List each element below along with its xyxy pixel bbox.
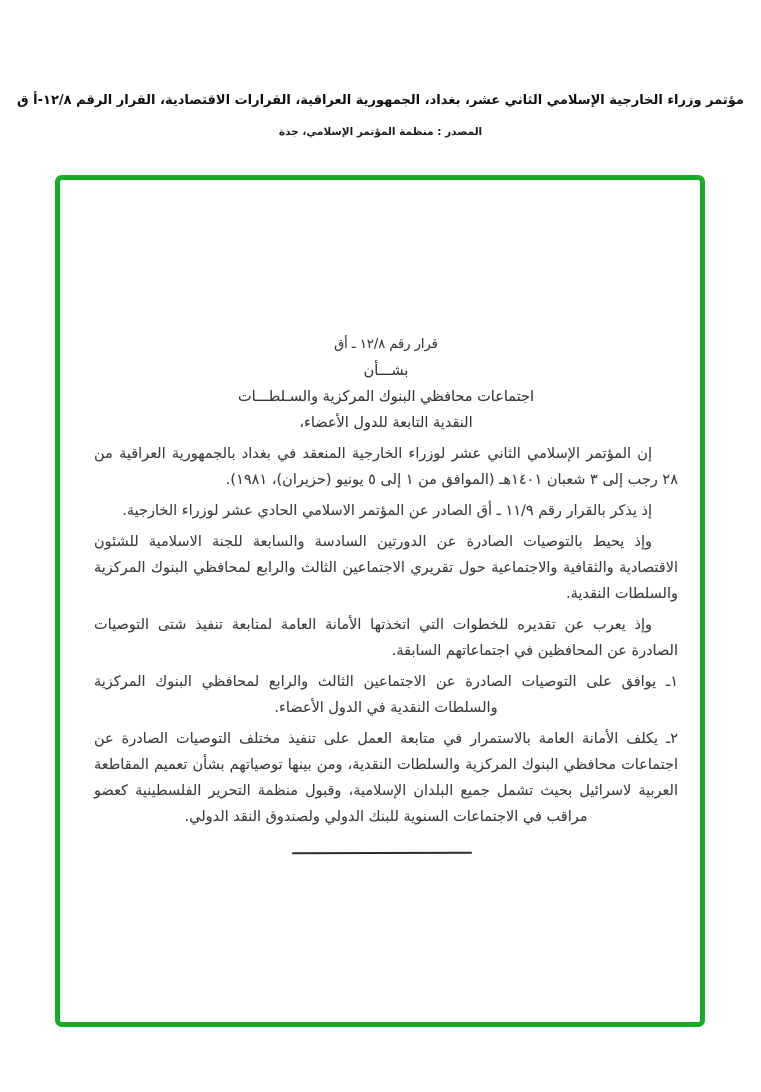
operative-item-2 xyxy=(94,726,678,830)
resolution-regarding-line: بشـــأن xyxy=(363,363,409,379)
resolution-title-block xyxy=(94,332,678,436)
item-text: يكلف الأمانة العامة بالاستمرار في متابعة العمل على تنفيذ مختلف التوصيات الصادرة عن اجتماعات محافظي البنوك المركزية والسلطات النقدية، ومن بينها توصياتهم بشأن تعميم المقاطعة العربية لاسرائيل بحيث تشمل جميع البلدان الإسلامية، وقبول منظمة التحرير الفلسطينية كعضو مراقب في الاجتماعات السنوية للبنك الدولي ولصندوق النقد الدولي. xyxy=(94,731,678,825)
preamble-paragraph-3: وإذ يحيط بالتوصيات الصادرة عن الدورتين السادسة والسابعة للجنة الاسلامية للشئون الاقتصادية والثقافية والاجتماعية حول تقريري الاجتماعين الثالث والرابع لمحافظي البنوك المركزية والسلطات النقدية. xyxy=(94,534,678,602)
source-line: المصدر : منظمة المؤتمر الإسلامي، جدة xyxy=(278,126,483,138)
preamble-paragraph-4: وإذ يعرب عن تقديره للخطوات التي اتخذتها الأمانة العامة لمتابعة تنفيذ شتى التوصيات الصادرة عن المحافظين في اجتماعاتهم السابقة. xyxy=(94,617,678,659)
item-number: ٢ـ xyxy=(665,731,678,747)
preamble-paragraph-1: إن المؤتمر الإسلامي الثاني عشر لوزراء الخارجية المنعقد في بغداد بالجمهورية العراقية من ٢٨ رجب إلى ٣ شعبان ١٤٠١هـ (الموافق من ١ إلى ٥ يونيو (حزيران)، ١٩٨١). xyxy=(94,446,678,488)
end-of-text-divider xyxy=(292,852,472,855)
scanned-document xyxy=(60,180,700,854)
item-text: يوافق على التوصيات الصادرة عن الاجتماعين الثالث والرابع لمحافظي البنوك المركزية والسلطات النقدية في الدول الأعضاء. xyxy=(94,674,657,716)
resolution-subject-line-2: النقدية التابعة للدول الأعضاء، xyxy=(299,415,473,431)
resolution-subject-line-1: اجتماعات محافظي البنوك المركزية والسـلطـــات xyxy=(237,389,535,405)
operative-item-1 xyxy=(94,669,678,721)
document-citation-header: مؤتمر وزراء الخارجية الإسلامي الثاني عشر، بغداد، الجمهورية العراقية، القرارات الاقتصادية، القرار الرقم ١٢/٨-أ ق xyxy=(17,93,744,108)
resolution-number-line: قرار رقم ١٢/٨ ـ أق xyxy=(334,337,438,352)
item-number: ١ـ xyxy=(665,674,679,690)
green-border-frame xyxy=(55,175,705,1027)
preamble-paragraph-2: إذ يذكر بالقرار رقم ١١/٩ ـ أق الصادر عن المؤتمر الاسلامي الحادي عشر لوزراء الخارجية. xyxy=(122,503,652,519)
